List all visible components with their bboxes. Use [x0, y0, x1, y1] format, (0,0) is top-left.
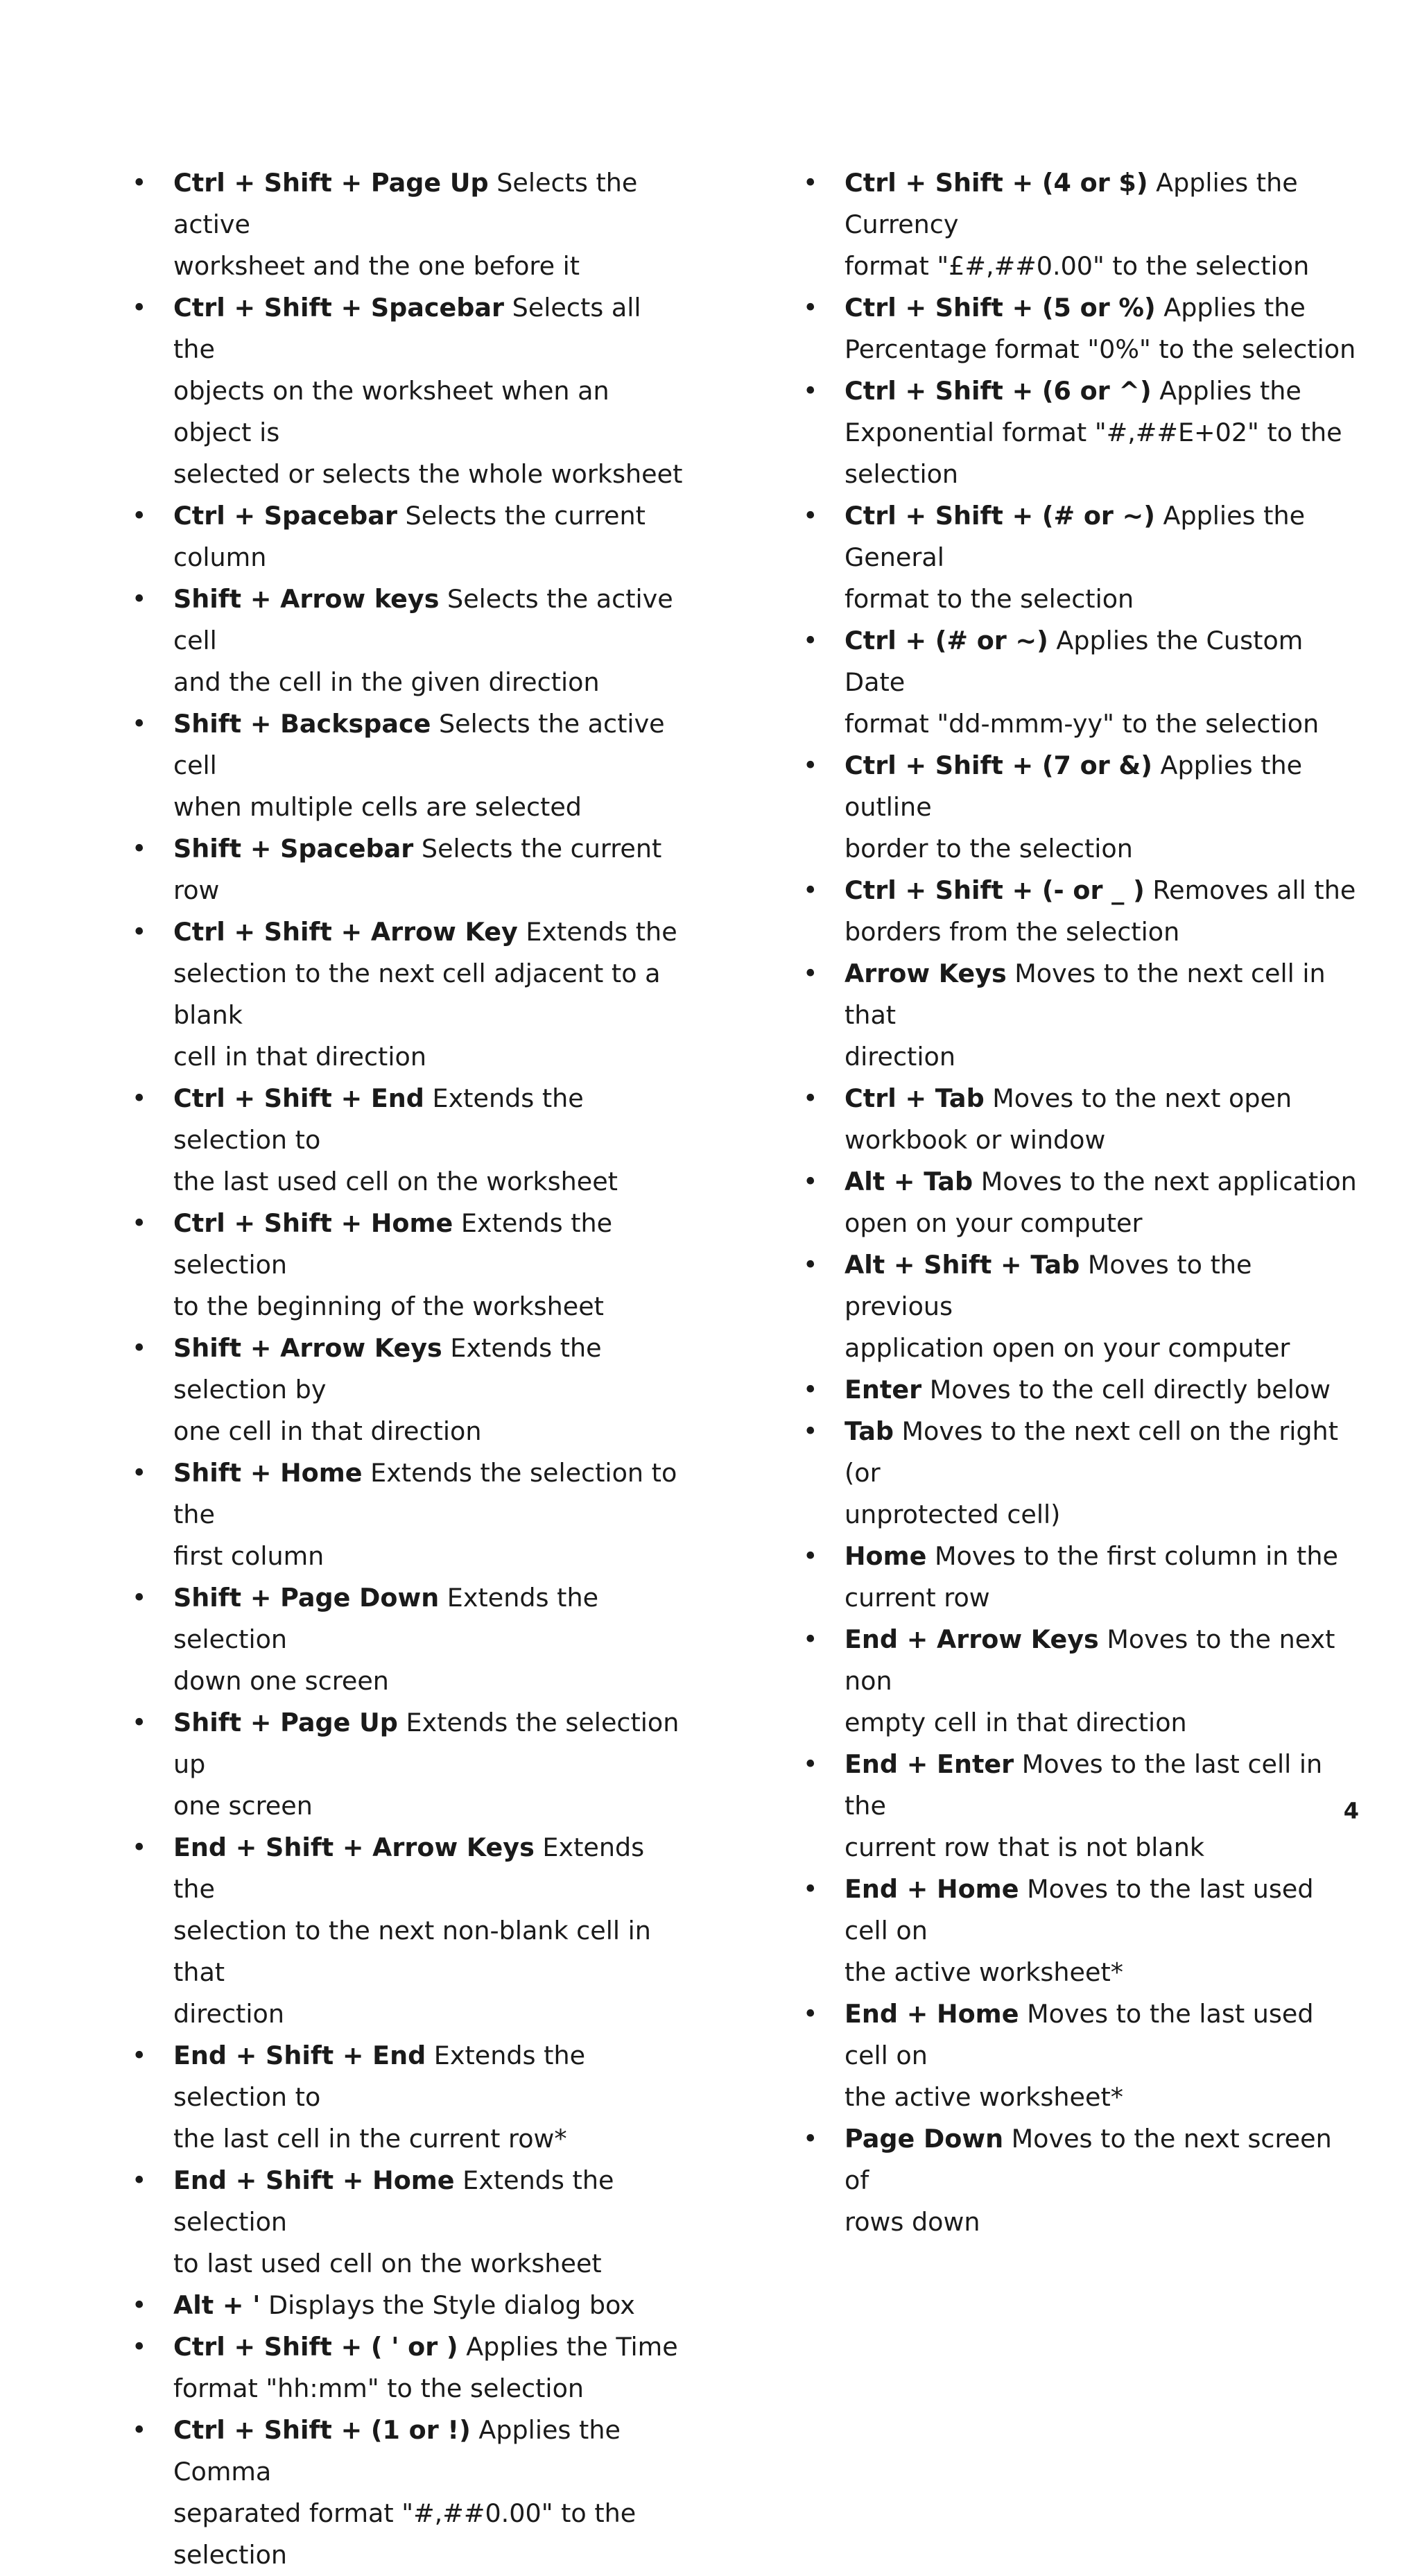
shortcut-keys: Ctrl + Shift + (# or ~) — [845, 501, 1155, 531]
shortcut-keys: Alt + Tab — [845, 1167, 973, 1196]
right-shortcut-item — [803, 1411, 1358, 1536]
shortcut-description: Moves to the cell directly below — [921, 1375, 1331, 1405]
right-shortcut-item — [803, 162, 1358, 287]
right-shortcut-item — [803, 1619, 1358, 1744]
bullet-icon: • — [803, 1541, 818, 1571]
shortcut-keys: Shift + Arrow Keys — [173, 1333, 442, 1363]
shortcut-keys: Page Down — [845, 2124, 1004, 2154]
left-shortcut-list — [132, 162, 686, 2576]
left-shortcut-item — [132, 2160, 686, 2285]
shortcut-description: Applies the Time format "hh:mm" to the selection — [173, 2332, 678, 2403]
bullet-icon: • — [803, 1375, 818, 1405]
right-shortcut-item — [803, 745, 1358, 870]
bullet-icon: • — [803, 1416, 818, 1446]
shortcut-keys: Ctrl + Shift + Arrow Key — [173, 917, 518, 947]
shortcut-description: Moves to the last cell in the current row that is not blank — [845, 1749, 1323, 1862]
shortcut-keys: Ctrl + Shift + (1 or !) — [173, 2415, 471, 2445]
left-shortcut-item — [132, 1328, 686, 1452]
bullet-icon: • — [132, 834, 147, 864]
shortcut-keys: Tab — [845, 1416, 894, 1446]
bullet-icon: • — [132, 2415, 147, 2445]
shortcut-keys: Home — [845, 1541, 927, 1571]
shortcut-description: Extends the selection to the last cell in the current row* — [173, 2041, 586, 2154]
right-shortcut-item — [803, 370, 1358, 495]
shortcut-keys: Ctrl + Shift + (- or _ ) — [845, 875, 1145, 905]
shortcut-description: Applies the Custom Date format "dd-mmm-yy" to the selection — [845, 626, 1319, 739]
left-shortcut-item — [132, 2285, 686, 2326]
bullet-icon: • — [132, 2290, 147, 2320]
right-shortcut-item — [803, 287, 1358, 370]
shortcut-description: Selects all the objects on the worksheet when an object is selected or selects the whole worksheet — [173, 293, 683, 489]
shortcut-description: Removes all the borders from the selection — [845, 875, 1356, 947]
left-shortcut-item — [132, 495, 686, 578]
shortcut-keys: Alt + Shift + Tab — [845, 1250, 1080, 1280]
shortcut-keys: Ctrl + Shift + Page Up — [173, 168, 489, 198]
shortcut-description: Applies the General format to the selection — [845, 501, 1306, 614]
left-shortcut-item — [132, 2410, 686, 2576]
bullet-icon: • — [132, 584, 147, 614]
shortcut-description: Selects the active cell when multiple cells are selected — [173, 709, 665, 822]
bullet-icon: • — [803, 1250, 818, 1280]
shortcut-description: Extends the selection to the next cell adjacent to a blank cell in that direction — [173, 917, 677, 1072]
shortcut-keys: Ctrl + Shift + (7 or &) — [845, 750, 1152, 780]
bullet-icon: • — [803, 501, 818, 531]
left-shortcut-item — [132, 828, 686, 911]
right-shortcut-item — [803, 1869, 1358, 1993]
left-shortcut-item — [132, 578, 686, 703]
bullet-icon: • — [132, 1333, 147, 1363]
shortcut-keys: Shift + Page Up — [173, 1708, 398, 1737]
shortcut-keys: Enter — [845, 1375, 922, 1405]
shortcut-description: Extends the selection up one screen — [173, 1708, 679, 1821]
right-shortcut-item — [803, 1369, 1358, 1411]
bullet-icon: • — [803, 293, 818, 323]
left-shortcut-item — [132, 1702, 686, 1827]
shortcut-keys: Shift + Page Down — [173, 1583, 440, 1613]
bullet-icon: • — [132, 293, 147, 323]
right-shortcut-item — [803, 620, 1358, 745]
shortcut-description: Applies the Currency format "£#,##0.00" to the selection — [845, 168, 1310, 281]
bullet-icon: • — [803, 750, 818, 780]
right-shortcut-item — [803, 1993, 1358, 2118]
bullet-icon: • — [803, 1999, 818, 2029]
left-shortcut-item — [132, 1577, 686, 1702]
shortcut-keys: Shift + Home — [173, 1458, 363, 1488]
right-shortcut-item — [803, 495, 1358, 620]
bullet-icon: • — [803, 376, 818, 406]
left-shortcut-item — [132, 911, 686, 1078]
shortcut-description: Moves to the previous application open on your computer — [845, 1250, 1290, 1363]
shortcut-description: Moves to the next cell on the right (or unprotected cell) — [845, 1416, 1339, 1529]
bullet-icon: • — [132, 1708, 147, 1737]
right-shortcut-item — [803, 953, 1358, 1078]
bullet-icon: • — [132, 2041, 147, 2070]
shortcut-description: Extends the selection to the first column — [173, 1458, 677, 1571]
bullet-icon: • — [803, 1167, 818, 1196]
bullet-icon: • — [803, 959, 818, 988]
shortcut-description: Extends the selection to last used cell on the worksheet — [173, 2165, 614, 2278]
shortcut-keys: Ctrl + Shift + End — [173, 1083, 424, 1113]
shortcut-keys: Shift + Backspace — [173, 709, 431, 739]
shortcut-description: Applies the Exponential format "#,##E+02" to the selection — [845, 376, 1342, 489]
right-shortcut-list — [803, 162, 1358, 2243]
shortcut-description: Displays the Style dialog box — [260, 2290, 635, 2320]
shortcut-keys: End + Shift + Arrow Keys — [173, 1832, 535, 1862]
shortcut-description: Applies the outline border to the selection — [845, 750, 1303, 864]
bullet-icon: • — [803, 1874, 818, 1904]
bullet-icon: • — [132, 168, 147, 198]
shortcut-keys: Arrow Keys — [845, 959, 1007, 988]
shortcut-keys: End + Home — [845, 1874, 1019, 1904]
shortcut-keys: Ctrl + (# or ~) — [845, 626, 1048, 655]
left-shortcut-item — [132, 1203, 686, 1328]
shortcut-keys: Shift + Spacebar — [173, 834, 414, 864]
right-shortcut-item — [803, 1536, 1358, 1619]
right-shortcut-item — [803, 1078, 1358, 1161]
right-shortcut-item — [803, 1744, 1358, 1869]
shortcut-description: Extends the selection to the beginning of the worksheet — [173, 1208, 613, 1321]
shortcut-description: Applies the Comma separated format "#,##0.00" to the selection — [173, 2415, 637, 2570]
shortcut-keys: Ctrl + Shift + (6 or ^) — [845, 376, 1152, 406]
shortcut-keys: Ctrl + Shift + Home — [173, 1208, 453, 1238]
left-shortcut-item — [132, 703, 686, 828]
bullet-icon: • — [132, 1458, 147, 1488]
shortcut-keys: End + Home — [845, 1999, 1019, 2029]
left-shortcut-item — [132, 162, 686, 287]
shortcut-keys: End + Arrow Keys — [845, 1624, 1099, 1654]
right-shortcut-item — [803, 1161, 1358, 1244]
left-shortcut-item — [132, 2035, 686, 2160]
left-shortcut-item — [132, 1827, 686, 2035]
left-shortcut-item — [132, 1452, 686, 1577]
bullet-icon: • — [803, 1624, 818, 1654]
left-shortcut-item — [132, 2326, 686, 2410]
right-shortcut-item — [803, 2118, 1358, 2243]
shortcut-description: Extends the selection down one screen — [173, 1583, 599, 1696]
shortcut-keys: End + Enter — [845, 1749, 1014, 1779]
shortcut-description: Moves to the next screen of rows down — [845, 2124, 1332, 2237]
left-shortcut-item — [132, 1078, 686, 1203]
shortcut-keys: Ctrl + Shift + (4 or $) — [845, 168, 1148, 198]
shortcut-description: Moves to the last used cell on the active worksheet* — [845, 1999, 1314, 2112]
right-shortcut-item — [803, 1244, 1358, 1369]
bullet-icon: • — [803, 168, 818, 198]
shortcut-keys: Ctrl + Shift + ( ' or ) — [173, 2332, 458, 2362]
shortcut-description: Moves to the last used cell on the active worksheet* — [845, 1874, 1314, 1987]
shortcut-keys: Ctrl + Tab — [845, 1083, 985, 1113]
bullet-icon: • — [132, 501, 147, 531]
bullet-icon: • — [132, 1083, 147, 1113]
shortcut-description: Selects the current column — [173, 501, 646, 572]
shortcut-description: Moves to the next non empty cell in that direction — [845, 1624, 1335, 1737]
bullet-icon: • — [132, 2332, 147, 2362]
shortcut-description: Applies the Percentage format "0%" to the selection — [845, 293, 1356, 364]
shortcut-description: Moves to the next cell in that direction — [845, 959, 1326, 1072]
shortcut-keys: Ctrl + Spacebar — [173, 501, 397, 531]
left-shortcut-item — [132, 287, 686, 495]
shortcut-keys: Ctrl + Shift + (5 or %) — [845, 293, 1156, 323]
shortcut-description: Extends the selection to the next non-blank cell in that direction — [173, 1832, 651, 2029]
bullet-icon: • — [132, 2165, 147, 2195]
shortcut-description: Extends the selection by one cell in that direction — [173, 1333, 602, 1446]
shortcut-description: Extends the selection to the last used cell on the worksheet — [173, 1083, 618, 1196]
bullet-icon: • — [803, 626, 818, 655]
bullet-icon: • — [132, 1832, 147, 1862]
shortcut-keys: End + Shift + Home — [173, 2165, 455, 2195]
shortcut-description: Selects the active worksheet and the one before it — [173, 168, 638, 281]
shortcut-description: Moves to the next open workbook or window — [845, 1083, 1292, 1155]
bullet-icon: • — [803, 2124, 818, 2154]
bullet-icon: • — [803, 1083, 818, 1113]
bullet-icon: • — [132, 917, 147, 947]
page-number: 4 — [1343, 1798, 1359, 1824]
shortcut-description: Moves to the next application open on your computer — [845, 1167, 1357, 1238]
shortcut-keys: End + Shift + End — [173, 2041, 426, 2070]
bullet-icon: • — [132, 1583, 147, 1613]
shortcut-description: Moves to the first column in the current row — [845, 1541, 1338, 1613]
bullet-icon: • — [132, 709, 147, 739]
right-shortcut-item — [803, 870, 1358, 953]
shortcut-description: Selects the current row — [173, 834, 662, 905]
bullet-icon: • — [132, 1208, 147, 1238]
shortcut-keys: Alt + ' — [173, 2290, 261, 2320]
shortcut-keys: Ctrl + Shift + Spacebar — [173, 293, 505, 323]
shortcut-description: Selects the active cell and the cell in the given direction — [173, 584, 673, 697]
bullet-icon: • — [803, 875, 818, 905]
shortcut-keys: Shift + Arrow keys — [173, 584, 440, 614]
bullet-icon: • — [803, 1749, 818, 1779]
